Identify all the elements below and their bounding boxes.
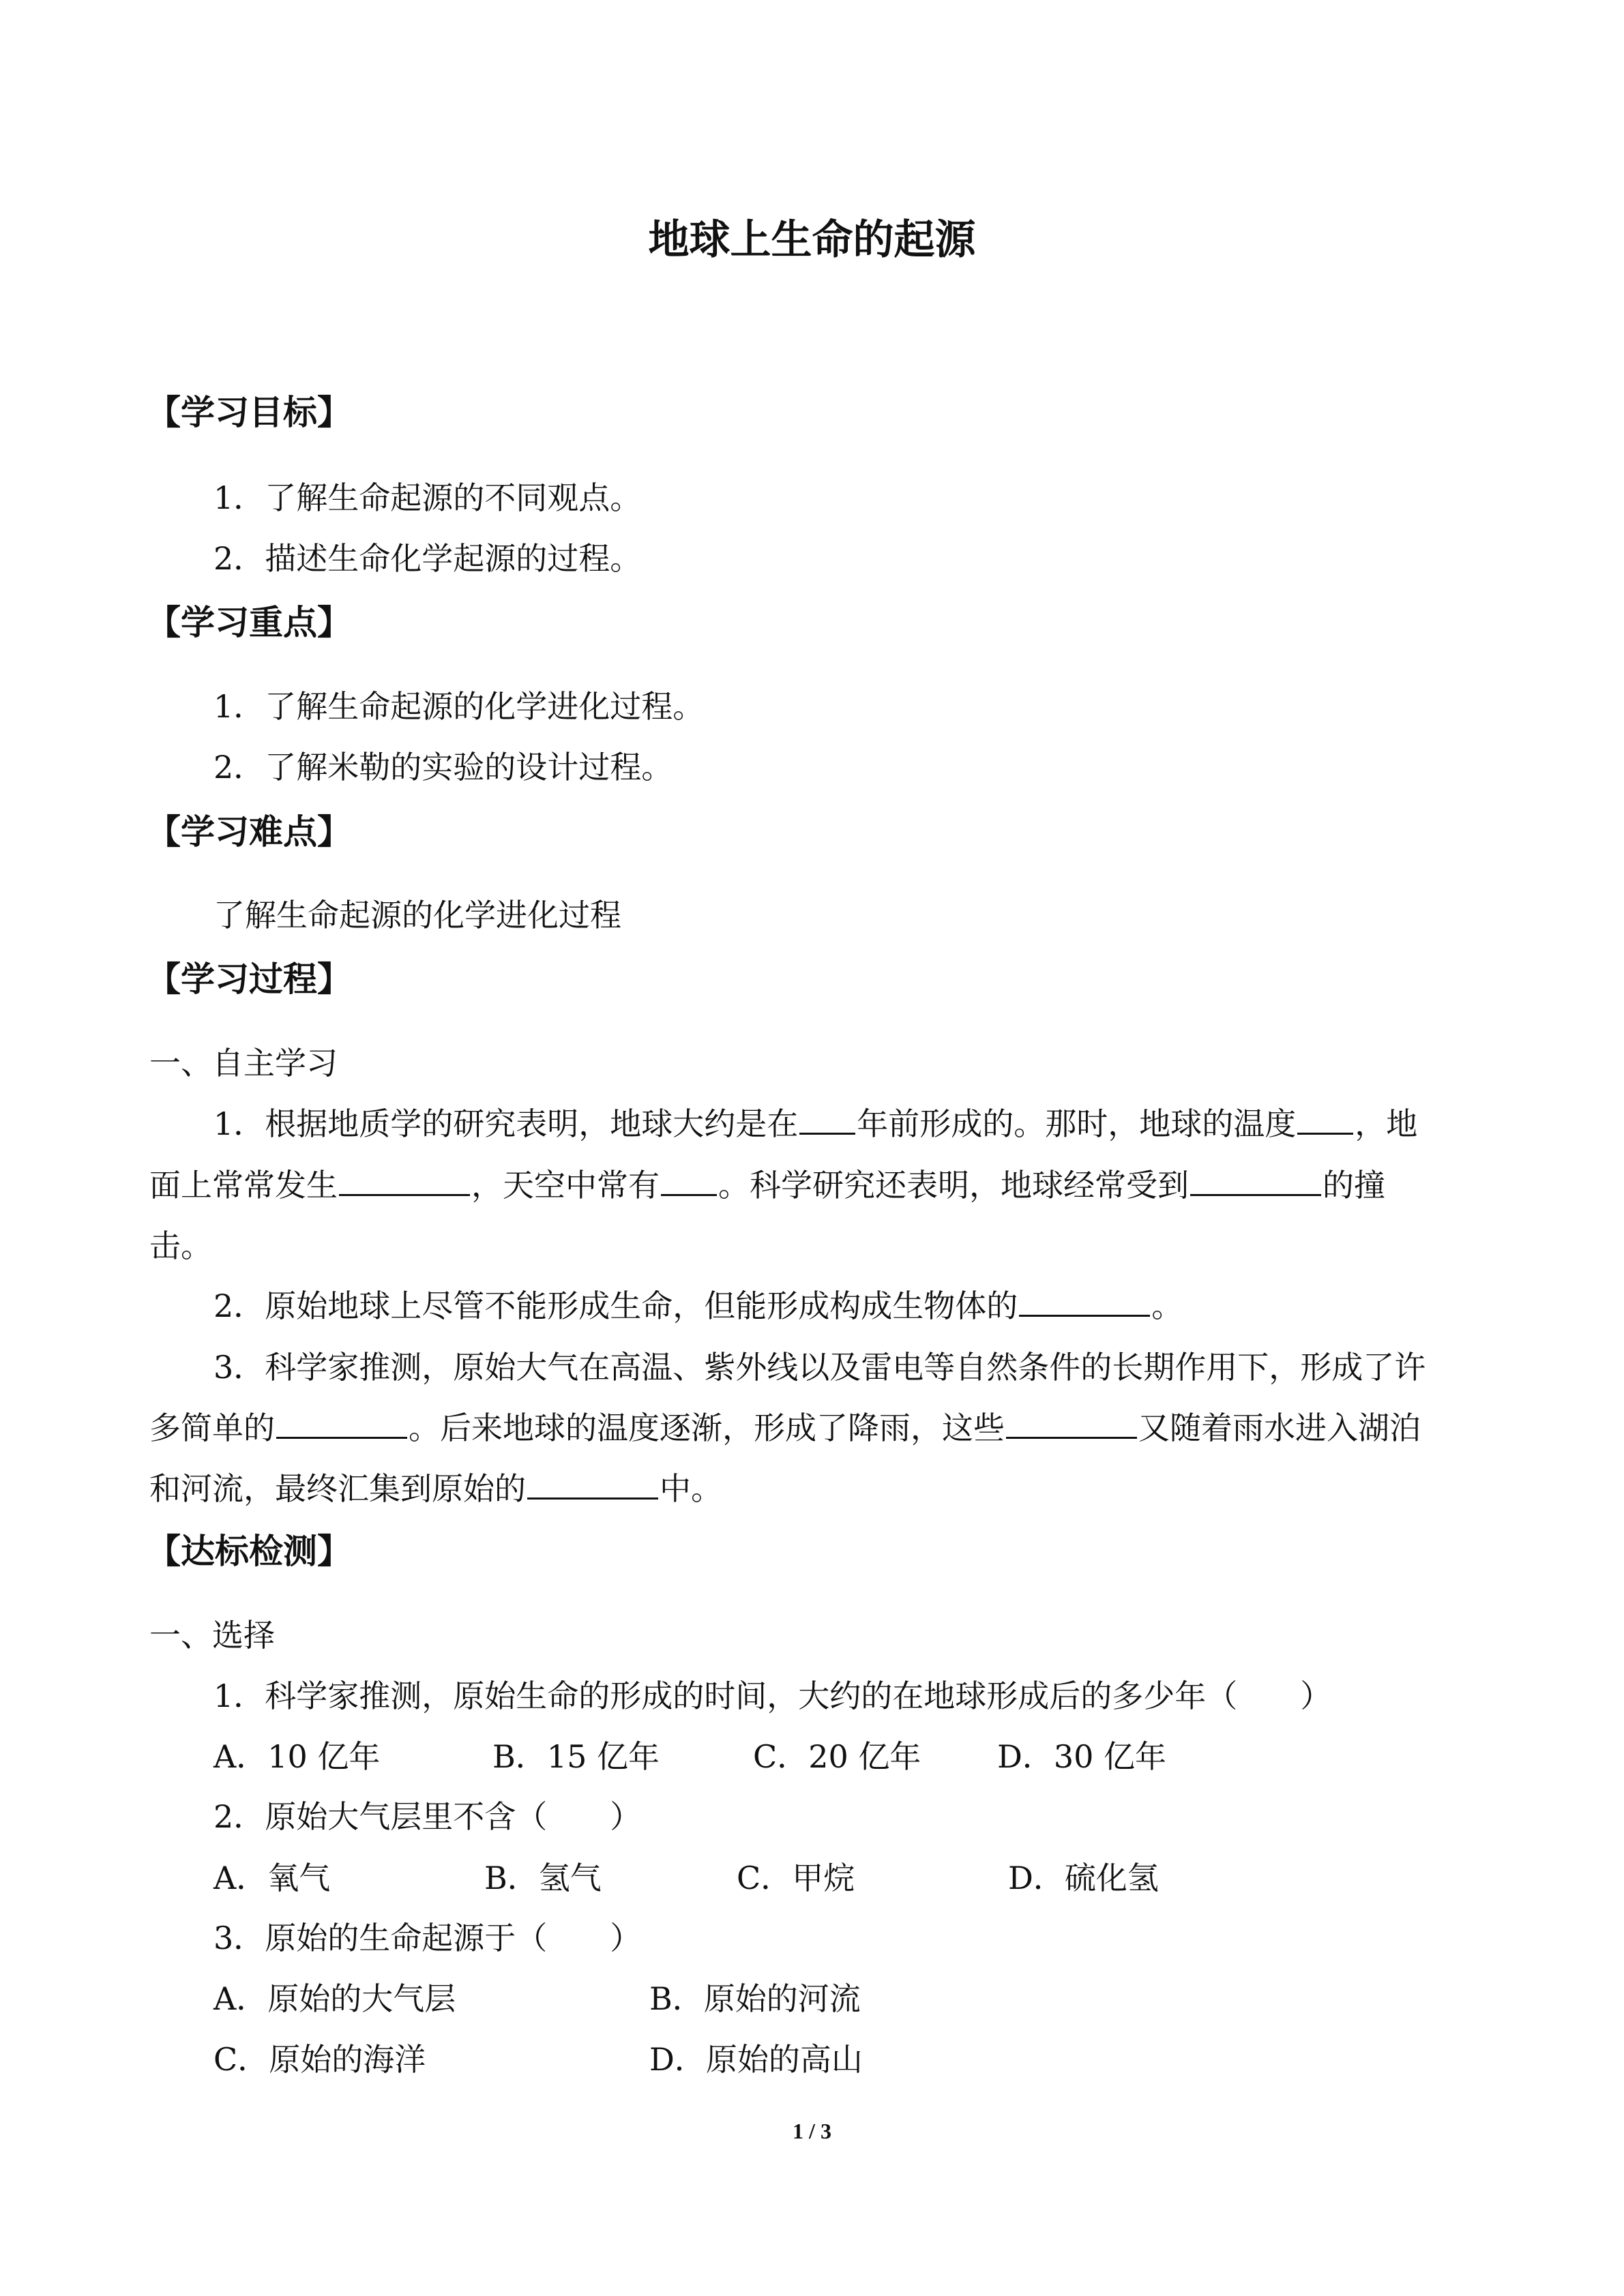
mc-question-3-option-a[interactable]: A．原始的大气层 [213, 1980, 456, 2017]
page-number: 1 / 3 [793, 2119, 831, 2143]
fill-question-2: 2．原始地球上尽管不能形成生命，但能形成构成生物体的 。 [213, 1287, 1183, 1324]
mc-question-2-stem: 2．原始大气层里不含（ ） [213, 1798, 642, 1835]
heading-process: 【学习过程】 [147, 959, 351, 999]
fill-question-1-line-1: 1．根据地质学的研究表明，地球大约是在 年前形成的。那时，地球的温度 ，地 [213, 1105, 1418, 1142]
heading-keypoints: 【学习重点】 [147, 603, 351, 642]
mc-question-1-option-b[interactable]: B．15 亿年 [492, 1738, 660, 1775]
answer-blank[interactable] [339, 1193, 470, 1196]
mc-question-3-option-c[interactable]: C．原始的海洋 [213, 2041, 426, 2078]
answer-blank[interactable] [1019, 1314, 1150, 1317]
fill-question-1-line-3: 击。 [149, 1227, 212, 1264]
fill-question-3-line-1: 3．科学家推测，原始大气在高温、紫外线以及雷电等自然条件的长期作用下，形成了许 [213, 1349, 1426, 1386]
fill-question-1-line-2: 面上常常发生 ，天空中常有 。科学研究还表明，地球经常受到 的撞 [149, 1167, 1385, 1204]
answer-blank[interactable] [661, 1193, 717, 1196]
mc-question-1-option-c[interactable]: C．20 亿年 [753, 1738, 921, 1775]
process-subheading: 一、自主学习 [149, 1045, 338, 1082]
mc-question-1-option-d[interactable]: D．30 亿年 [997, 1738, 1167, 1775]
keypoint-item-2: 2．了解米勒的实验的设计过程。 [213, 749, 673, 786]
objective-item-1: 1．了解生命起源的不同观点。 [213, 479, 642, 516]
mc-question-3-stem: 3．原始的生命起源于（ ） [213, 1920, 642, 1956]
document-title: 地球上生命的起源 [648, 216, 976, 264]
mc-question-1-option-a[interactable]: A．10 亿年 [213, 1738, 381, 1775]
mc-question-2-option-c[interactable]: C．甲烷 [737, 1860, 855, 1896]
keypoint-item-1: 1．了解生命起源的化学进化过程。 [213, 688, 705, 725]
fill-question-3-line-2: 多简单的 。后来地球的温度逐渐，形成了降雨，这些 又随着雨水进入湖泊 [149, 1410, 1421, 1446]
heading-objectives: 【学习目标】 [147, 393, 351, 432]
mc-question-2-option-d[interactable]: D．硫化氢 [1008, 1860, 1159, 1896]
mc-question-3-option-d[interactable]: D．原始的高山 [649, 2041, 863, 2078]
answer-blank[interactable] [799, 1132, 855, 1135]
test-subheading: 一、选择 [149, 1617, 275, 1654]
answer-blank[interactable] [1297, 1132, 1353, 1135]
fill-question-3-line-3: 和河流，最终汇集到原始的 中。 [149, 1470, 722, 1507]
difficulty-text: 了解生命起源的化学进化过程 [213, 897, 621, 934]
mc-question-3-option-b[interactable]: B．原始的河流 [649, 1980, 861, 2017]
heading-difficulties: 【学习难点】 [147, 812, 351, 852]
mc-question-2-option-a[interactable]: A．氧气 [213, 1860, 331, 1896]
answer-blank[interactable] [527, 1497, 658, 1500]
heading-test: 【达标检测】 [147, 1532, 351, 1571]
mc-question-1-stem: 1．科学家推测，原始生命的形成的时间，大约的在地球形成后的多少年（ ） [213, 1678, 1332, 1714]
answer-blank[interactable] [1190, 1193, 1321, 1196]
answer-blank[interactable] [276, 1436, 407, 1439]
answer-blank[interactable] [1006, 1436, 1137, 1439]
mc-question-2-option-b[interactable]: B．氢气 [484, 1860, 602, 1896]
objective-item-2: 2．描述生命化学起源的过程。 [213, 540, 642, 577]
